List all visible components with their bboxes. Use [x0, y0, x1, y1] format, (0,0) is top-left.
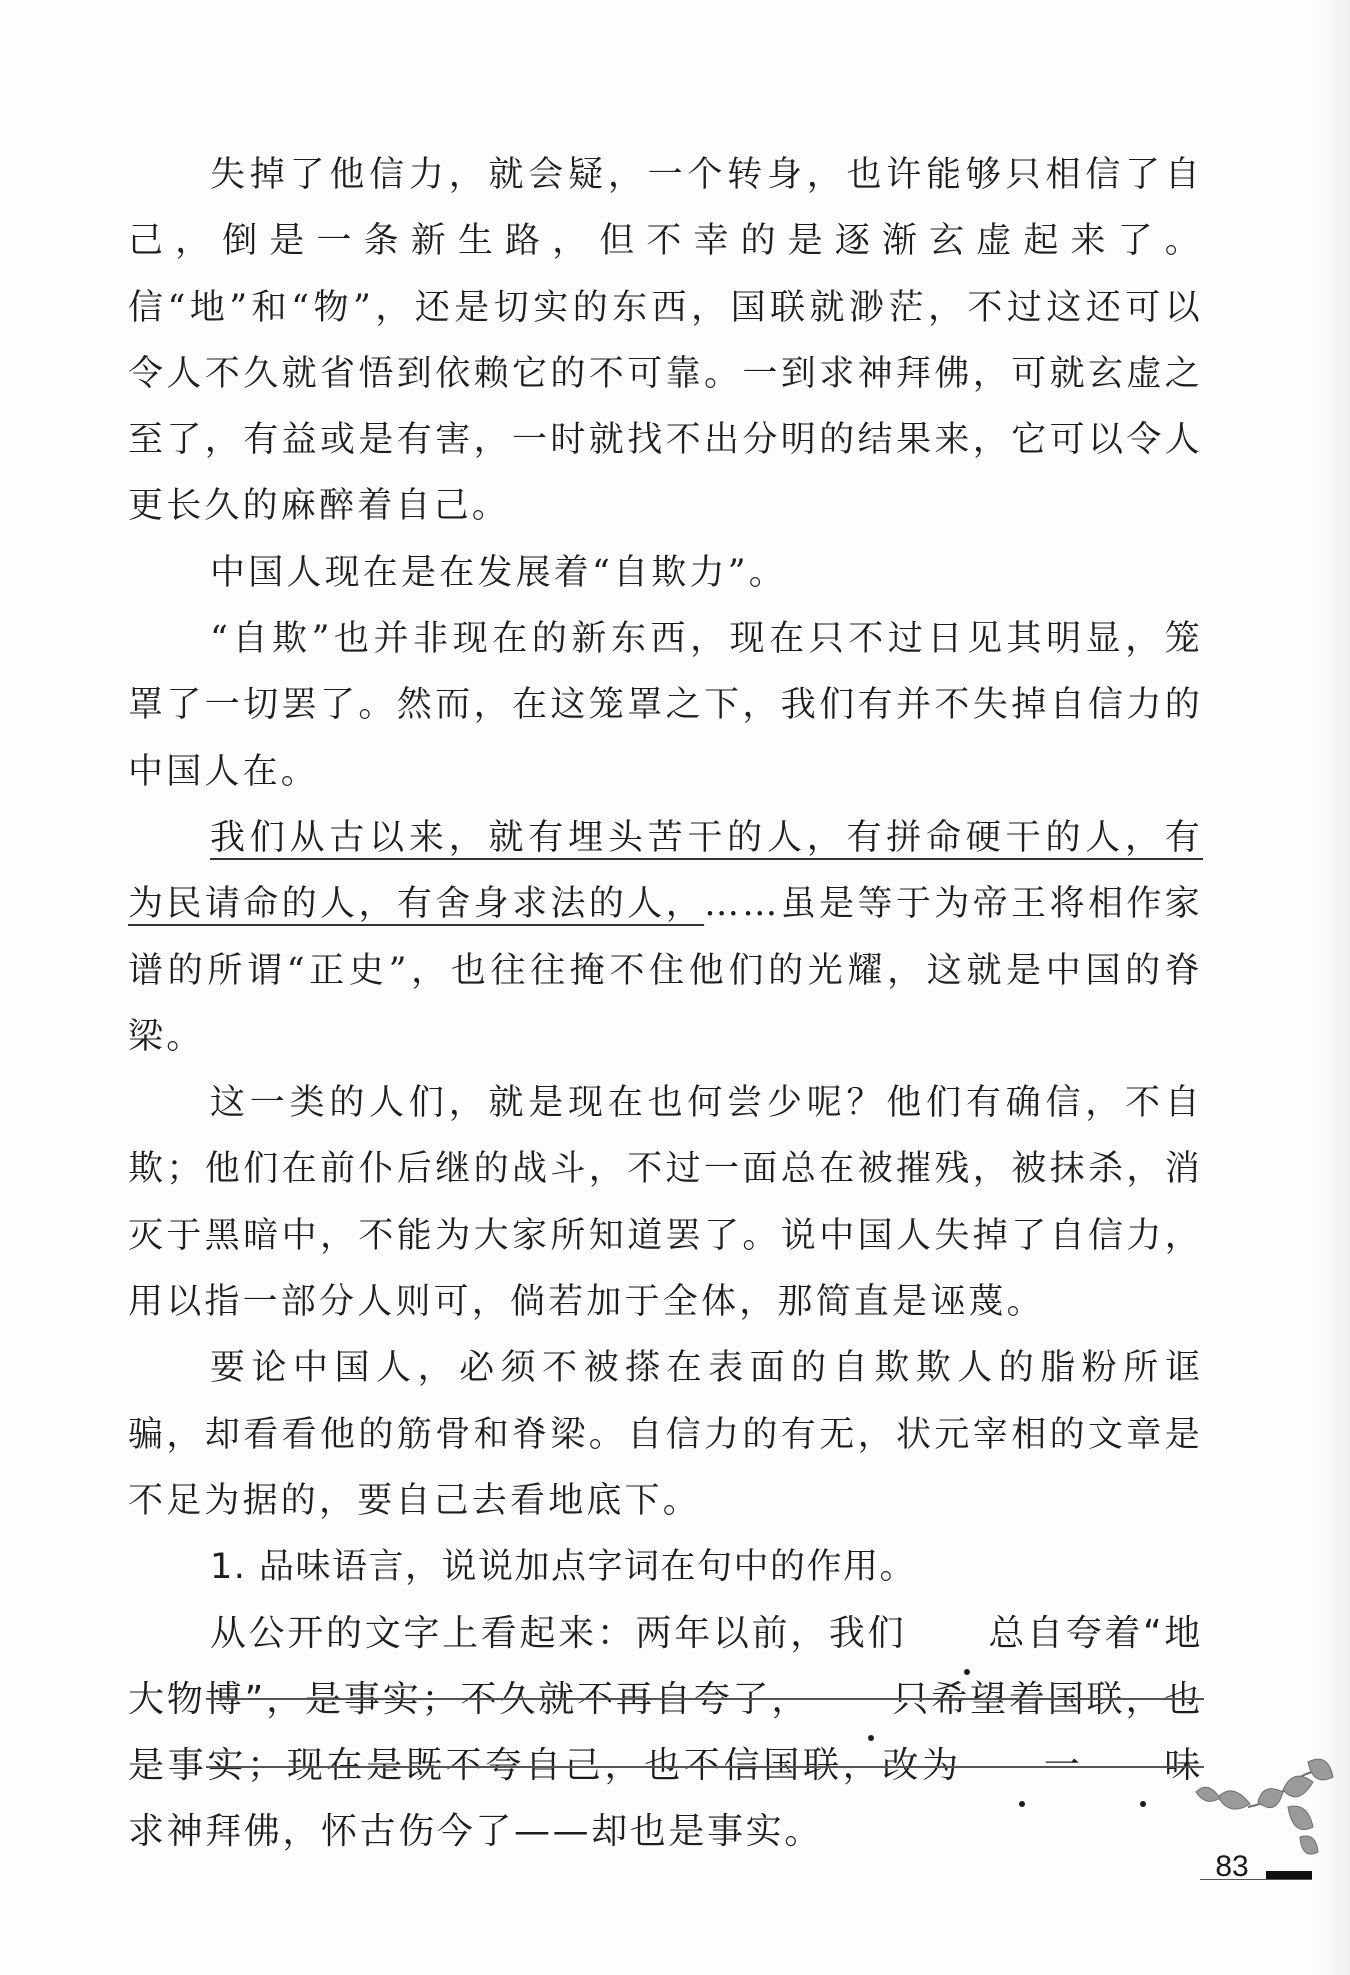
dotted-char-wei: 味 [1082, 1733, 1203, 1799]
paragraph-6: 要论中国人，必须不被搽在表面的自欺欺人的脂粉所诓骗，却看看他的筋骨和脊梁。自信力的有无，状元宰相的文章是不足为据的，要自己去看地底下。 [128, 1348, 1203, 1521]
dotted-char-zong: 总 [906, 1601, 1027, 1667]
passage-text [128, 142, 1203, 1865]
answer-line-1[interactable] [206, 1698, 1204, 1700]
paragraph-4-rest: ……虽是等于为帝王将相作家谱的所谓“正史”，也往往掩不住他们的光耀，这就是中国的脊梁。 [128, 884, 1203, 1057]
paragraph-5: 这一类的人们，就是现在也何尝少呢？他们有确信，不自欺；他们在前仆后继的战斗，不过一面总在被摧残，被抹杀，消灭于黑暗中，不能为大家所知道罢了。说中国人失掉了自信力，用以指一部分人则可，倘若加于全体，那简直是诬蔑。 [128, 1083, 1203, 1323]
dotted-char-yi: 一 [962, 1733, 1083, 1799]
underlined-sentence: 我们从古以来，就有埋头苦干的人，有拼命硬干的人，有为民请命的人，有舍身求法的人， [128, 817, 1203, 925]
paragraph-2: 中国人现在是在发展着“自欺力”。 [210, 552, 787, 593]
quote-part-1: 从公开的文字上看起来：两年以前，我们 [210, 1612, 907, 1654]
question-quote [128, 1601, 1203, 1865]
quote-part-4: 求神拜佛，怀古伤今了——却也是事实。 [128, 1810, 823, 1852]
page-number-bar [1266, 1871, 1312, 1879]
dotted-char-zhi: 只 [810, 1667, 931, 1733]
paragraph-3: “自欺”也并非现在的新东西，现在只不过日见其明显，笼罩了一切罢了。然而，在这笼罩之下，我们有并不失掉自信力的中国人在。 [128, 619, 1203, 792]
page-number-rule [1200, 1879, 1312, 1880]
paragraph-1: 失掉了他信力，就会疑，一个转身，也许能够只相信了自己，倒是一条新生路，但不幸的是逐渐玄虚起来了。信“地”和“物”，还是切实的东西，国联就渺茫，不过这还可以令人不久就省悟到依赖它的不可靠。一到求神拜佛，可就玄虚之至了，有益或是有害，一时就找不出分明的结果来，它可以令人更长久的麻醉着自己。 [128, 155, 1203, 527]
paragraph-4 [128, 805, 1203, 1070]
quote-part-2: 自夸着“地大物博”，是事实；不久就不再自夸了， [128, 1612, 1203, 1720]
page-edge-shading [1310, 0, 1350, 1975]
answer-line-2[interactable] [206, 1766, 1204, 1768]
page-number: 83 [1215, 1850, 1249, 1883]
question-prompt: 1. 品味语言，说说加点字词在句中的作用。 [210, 1547, 917, 1588]
quote-part-3: 希望着国联，也是事实；现在是既不夸自己，也不信国联，改为 [128, 1678, 1204, 1786]
